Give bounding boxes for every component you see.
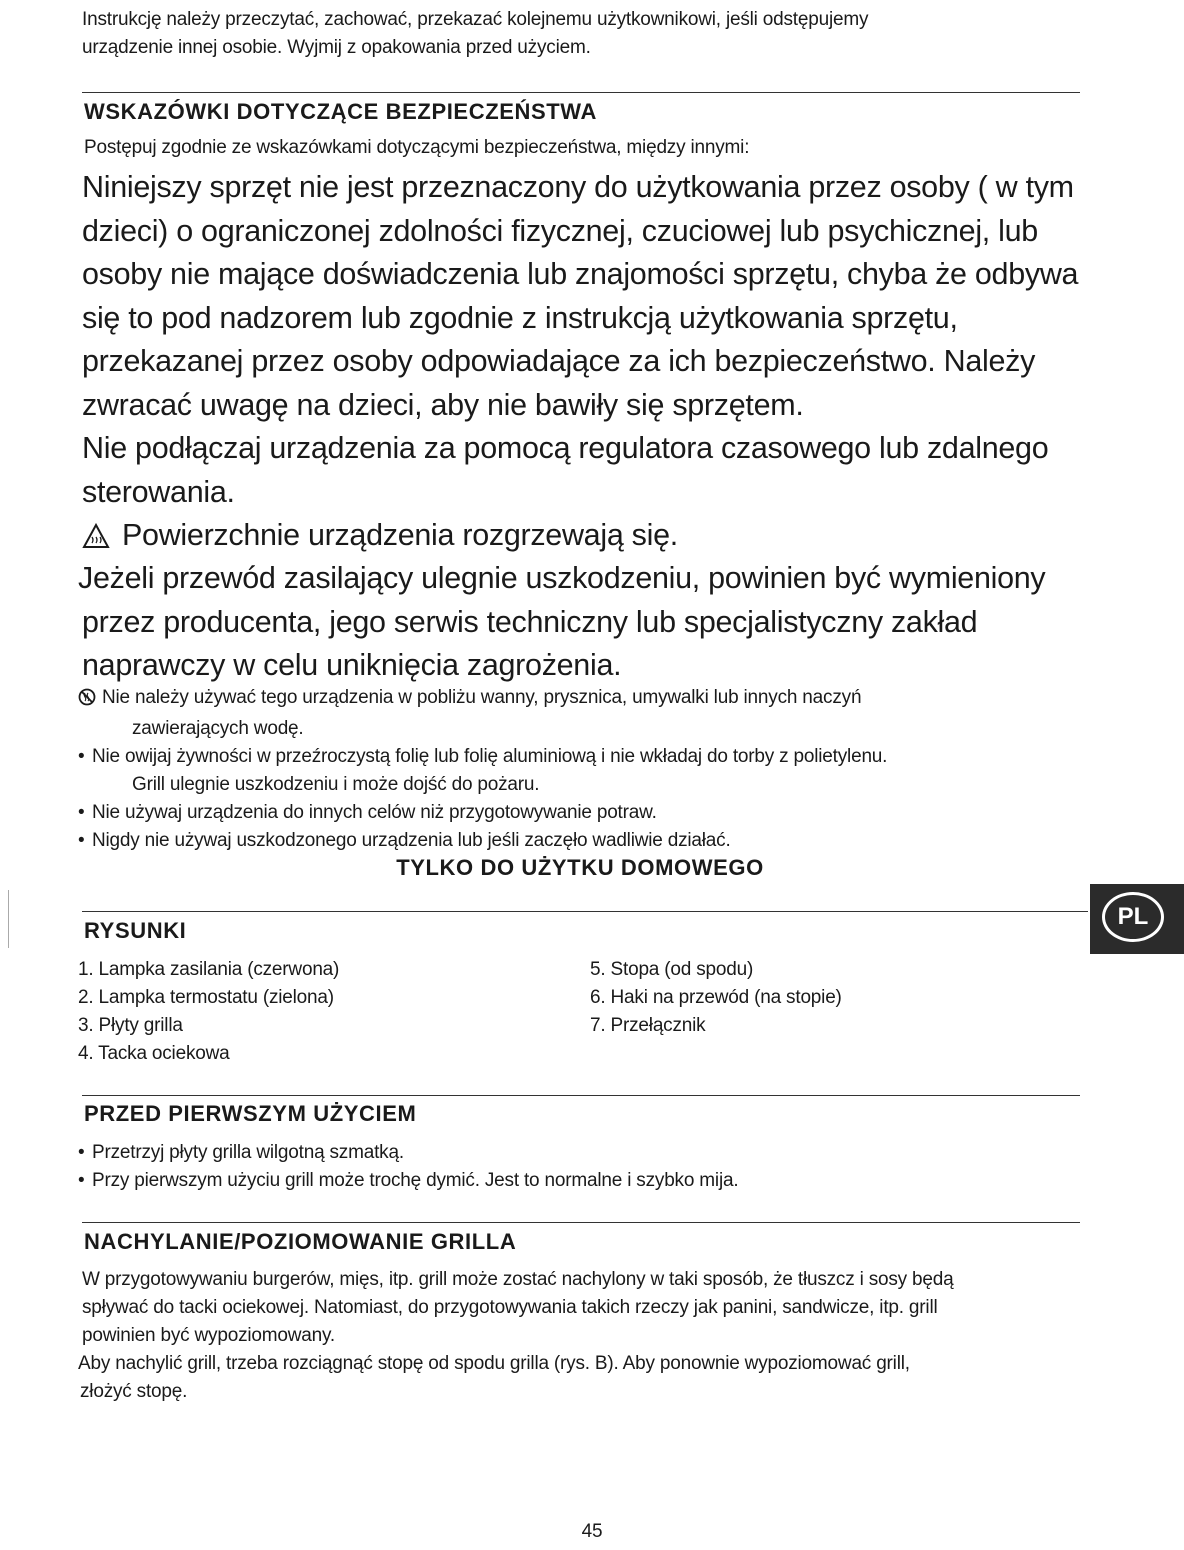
list-item [78,743,1078,771]
list-item-cont: Grill ulegnie uszkodzeniu i może dojść do pożaru. [132,774,540,795]
paragraph-line: Aby nachylić grill, trzeba rozciągnąć stopę od spodu grilla (rys. B). Aby ponownie wypoziomować grill, [78,1353,910,1374]
section-heading-first-use: PRZED PIERWSZYM UŻYCIEM [84,1101,417,1126]
paragraph-line: spływać do tacki ociekowej. Natomiast, do przygotowywania takich rzeczy jak panini, sandwicze, itp. grill [82,1297,938,1318]
list-item: 2. Lampka termostatu (zielona) [78,987,334,1008]
paragraph-line: W przygotowywaniu burgerów, mięs, itp. grill może zostać nachylony w taki sposób, że tłuszcz i sosy będą [82,1269,954,1290]
cord-line: Jeżeli przewód zasilający ulegnie uszkodzeniu, powinien być wymieniony [78,561,1046,595]
section-heading-tilt: NACHYLANIE/POZIOMOWANIE GRILLA [84,1229,517,1254]
list-item: 4. Tacka ociekowa [78,1043,230,1064]
cord-line: naprawczy w celu uniknięcia zagrożenia. [82,648,622,682]
safety-subtitle: Postępuj zgodnie ze wskazówkami dotyczącymi bezpieczeństwa, między innymi: [84,137,750,158]
warning-line: zwracać uwagę na dzieci, aby nie bawiły się sprzętem. [82,387,804,422]
list-item: 5. Stopa (od spodu) [590,959,754,980]
warning-line: przekazanej przez osoby odpowiadające za ich bezpieczeństwo. Należy [82,344,1036,378]
warning-line: się to pod nadzorem lub zgodnie z instrukcją użytkowania sprzętu, [82,300,958,335]
no-water-icon [78,687,96,715]
bullet: • [78,746,85,767]
household-only-notice: TYLKO DO UŻYTKU DOMOWEGO [396,855,764,880]
figures-list-right [590,956,842,1040]
hot-surface-line [82,514,1132,562]
section-heading-figures: RYSUNKI [84,918,187,943]
list-item-text: Nie używaj urządzenia do innych celów niż przygotowywanie potraw. [92,802,657,823]
divider [82,1095,1080,1096]
safety-bullets [78,684,1078,855]
list-item-text: Przetrzyj płyty grilla wilgotną szmatką. [92,1142,404,1163]
margin-mark [8,890,9,948]
water-warning-text: Nie należy używać tego urządzenia w pobliżu wanny, prysznica, umywalki lub innych naczyń [102,687,862,708]
divider [82,1222,1080,1223]
list-item [78,827,1078,855]
warning-line: Nie podłączaj urządzenia za pomocą regulatora czasowego lub zdalnego [82,431,1049,465]
warning-line: sterowania. [82,474,235,509]
list-item: 1. Lampka zasilania (czerwona) [78,959,340,980]
list-item-text: Nigdy nie używaj uszkodzonego urządzenia lub jeśli zaczęło wadliwie działać. [92,830,731,851]
bullet: • [78,802,85,823]
list-item-text: Przy pierwszym użyciu grill może trochę dymić. Jest to normalne i szybko mija. [92,1170,739,1191]
list-item-text: Nie owijaj żywności w przeźroczystą folię lub folię aluminiową i nie wkładaj do torby z polietylenu. [92,746,888,767]
cord-line: przez producenta, jego serwis techniczny lub specjalistyczny zakład [82,604,978,639]
paragraph-line: złożyć stopę. [80,1381,188,1402]
divider [82,92,1080,93]
figures-list-left [78,956,339,1068]
hot-surface-text: Powierzchnie urządzenia rozgrzewają się. [122,518,678,552]
water-warning-cont: zawierających wodę. [132,718,304,739]
list-item: 7. Przełącznik [590,1015,706,1036]
list-item: 3. Płyty grilla [78,1015,183,1036]
warning-line: osoby nie mające doświadczenia lub znajomości sprzętu, chyba że odbywa [82,257,1079,291]
list-item: 6. Haki na przewód (na stopie) [590,987,842,1008]
intro-line: urządzenie innej osobie. Wyjmij z opakowania przed użyciem. [82,37,591,58]
section-heading-safety: WSKAZÓWKI DOTYCZĄCE BEZPIECZEŃSTWA [84,99,597,124]
first-use-list [78,1139,738,1195]
bullet: • [78,1170,85,1191]
bullet: • [78,830,85,851]
list-item [78,1167,738,1195]
hot-surface-warning-icon [82,518,110,562]
safety-warning-block [82,166,1132,562]
intro-text [82,6,868,62]
divider [82,911,1088,912]
cord-warning-block [78,557,1128,688]
water-warning-line [78,684,1078,715]
list-item [78,1139,738,1167]
language-tab [1090,884,1184,954]
list-item [78,799,1078,827]
page-number: 45 [581,1521,603,1542]
warning-line: Niniejszy sprzęt nie jest przeznaczony do użytkowania przez osoby ( w tym [82,170,1074,204]
tilt-text [78,1266,1092,1406]
warning-line: dzieci) o ograniczonej zdolności fizycznej, czuciowej lub psychicznej, lub [82,213,1038,248]
paragraph-line: powinien być wypoziomowany. [82,1325,335,1346]
language-badge: PL [1102,892,1164,942]
bullet: • [78,1142,85,1163]
intro-line: Instrukcję należy przeczytać, zachować, przekazać kolejnemu użytkownikowi, jeśli odstępujemy [82,9,869,30]
